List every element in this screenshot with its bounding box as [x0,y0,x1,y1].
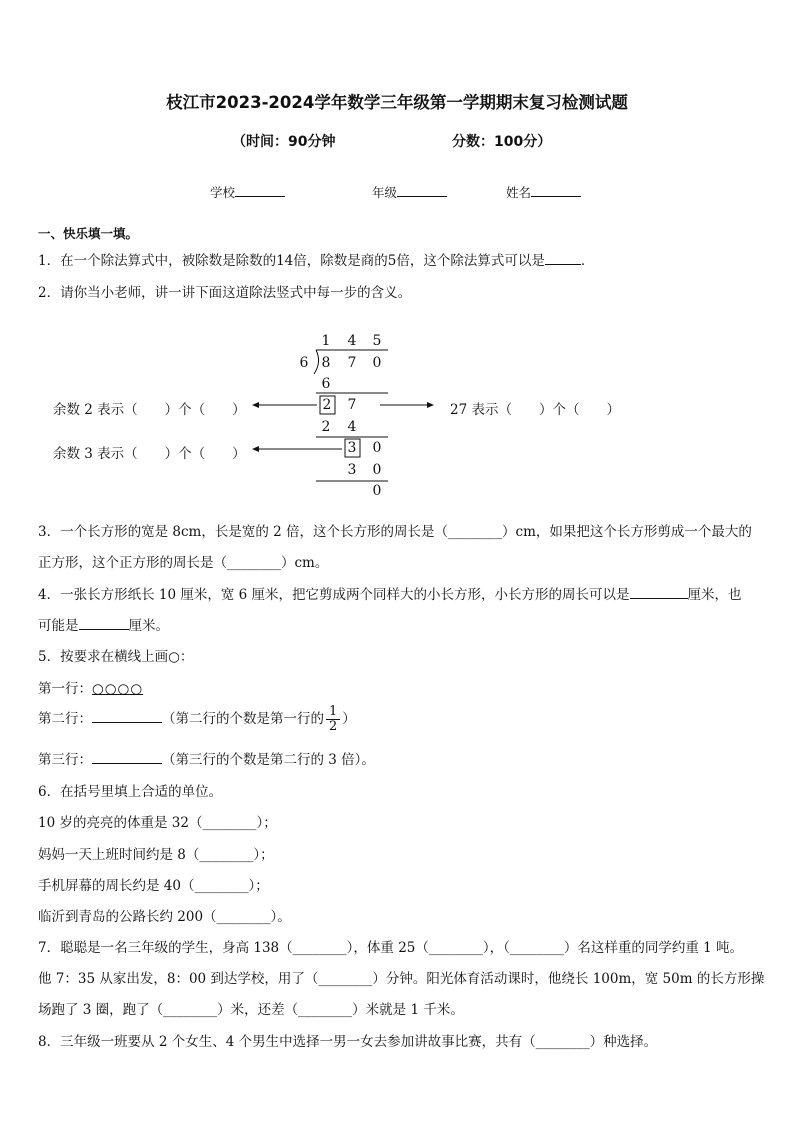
row-1-label: 第一行： [38,681,92,697]
question-4-unit-2: 厘米。 [128,618,169,634]
fraction-one-half [326,705,340,734]
row-2-label: 第二行： [38,711,92,727]
page-title: 枝江市2023-2024学年数学三年级第一学期期末复习检测试题 [166,93,628,112]
step-product-digit: 0 [372,462,382,478]
row-3-note: （第三行的个数是第二行的 3 倍）。 [162,752,375,768]
exam-time: （时间：90分钟 [232,134,336,150]
step-product-digit: 3 [347,462,357,478]
question-6-item: 妈妈一天上班时间约是 8（________）； [38,847,274,863]
row-2-close: ） [342,711,356,727]
final-remainder: 0 [372,483,382,499]
question-4-line-2 [38,614,169,634]
question-5-row-1 [38,677,143,697]
question-6-item: 10 岁的亮亮的体重是 32（________）； [38,815,277,831]
question-2-text: 2．请你当小老师，讲一讲下面这道除法竖式中每一步的含义。 [38,285,412,301]
fraction-numerator: 1 [326,705,340,720]
row-2-note: （第二行的个数是第一行的 [162,711,324,727]
dividend-digit: 0 [372,355,382,371]
question-4-line-1 [38,583,742,603]
quotient-digit: 4 [347,333,357,349]
section-heading: 一、快乐填一填。 [38,226,139,241]
step-product: 6 [321,376,331,392]
row-1-circles: ○○○○ [92,681,144,697]
question-5-row-3 [38,748,375,768]
dividend-digit: 7 [347,355,357,371]
note-remainder-2: 余数 2 表示（ ）个（ ） [53,402,246,418]
question-4-text-2: 可能是 [38,618,79,634]
question-7-line-2: 他 7：35 从家出发，8：00 到达学校，用了（________）分钟。阳光体育活动课时，他绕长 100m，宽 50m 的长方形操 [38,971,765,987]
question-4-text: 4．一张长方形纸长 10 厘米，宽 6 厘米，把它剪成两个同样大的小长方形，小长方形的周长可以是 [38,587,630,603]
question-5-text: 5．按要求在横线上画○： [38,649,194,665]
question-4-unit: 厘米，也 [687,587,742,603]
question-4-blank-2[interactable] [79,615,129,630]
question-5-row-2 [38,705,356,734]
name-label: 姓名 [506,185,532,200]
question-6-text: 6．在括号里填上合适的单位。 [38,784,223,800]
step-product-digit: 4 [347,419,357,435]
row-2-blank[interactable] [92,708,162,723]
quotient-digit: 5 [372,333,382,349]
question-6-item: 手机屏幕的周长约是 40（________）； [38,878,269,894]
question-3-line-1: 3．一个长方形的宽是 8cm，长是宽的 2 倍，这个长方形的周长是（________）cm，如果把这个长方形剪成一个最大的 [38,524,752,540]
fraction-denominator: 2 [329,719,338,734]
note-remainder-3: 余数 3 表示（ ）个（ ） [53,446,246,462]
note-27: 27 表示（ ）个（ ） [450,402,620,418]
row-3-blank[interactable] [92,749,162,764]
step-digit: 0 [372,440,382,456]
step-product-digit: 2 [321,419,331,435]
question-1-text: 1．在一个除法算式中，被除数是除数的14倍，除数是商的5倍，这个除法算式可以是 [38,253,545,269]
question-7-line-3: 场跑了 3 圈，跑了（________）米，还差（________）米就是 1 千米。 [38,1002,464,1018]
exam-score: 分数：100分） [452,134,552,150]
remainder-box-2: 2 [322,397,332,413]
question-1-tail: ． [580,253,595,269]
remainder-box-3: 3 [347,440,357,456]
dividend-digit: 8 [321,355,331,371]
grade-label: 年级 [372,185,398,200]
question-6-item: 临沂到青岛的公路长约 200（________）。 [38,909,291,925]
question-3-line-2: 正方形，这个正方形的周长是（________）cm。 [38,555,329,571]
divisor: 6 [299,355,309,371]
step-digit: 7 [347,397,357,413]
question-8-text: 8．三年级一班要从 2 个女生、4 个男生中选择一男一女去参加讲故事比赛，共有（________）种选择。 [38,1034,658,1050]
quotient-digit: 1 [321,333,331,349]
school-label: 学校 [210,185,236,200]
row-3-label: 第三行： [38,752,92,768]
question-4-blank-1[interactable] [630,584,688,599]
question-7-line-1: 7．聪聪是一名三年级的学生，身高 138（________），体重 25（________），（________）名这样重的同学约重 1 吨。 [38,940,744,956]
